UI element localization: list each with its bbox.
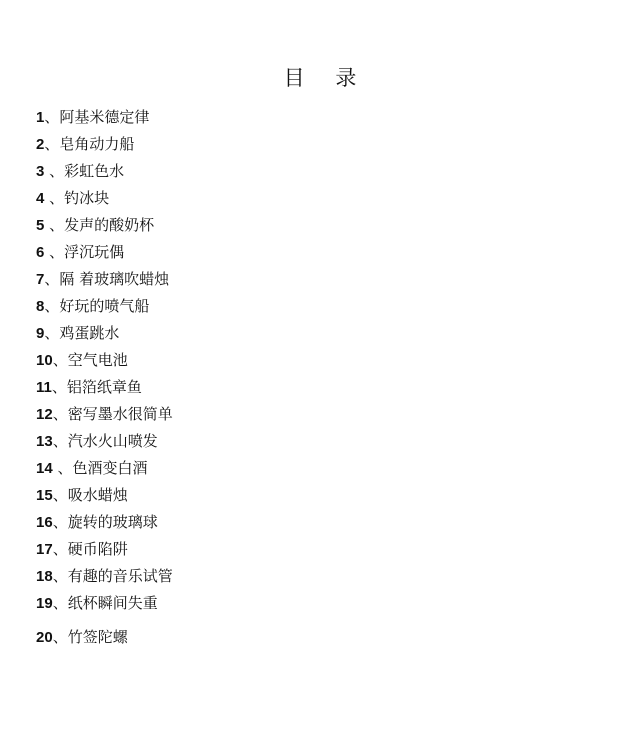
item-separator: 、 (44, 297, 60, 315)
item-separator: 、 (44, 270, 60, 288)
toc-item-4 (36, 187, 173, 214)
toc-item-19 (36, 592, 173, 619)
item-number: 20 (36, 629, 53, 646)
page-title: 目 录 (283, 66, 369, 90)
toc-item-1 (36, 106, 173, 133)
item-label: 硬币陷阱 (67, 540, 128, 558)
toc-item-13 (36, 430, 173, 457)
item-separator: 、 (44, 189, 65, 207)
item-label: 彩虹色水 (64, 162, 125, 180)
toc-item-3 (36, 160, 173, 187)
toc-item-10 (36, 349, 173, 376)
item-separator: 、 (44, 324, 60, 342)
item-label: 汽水火山喷发 (67, 432, 158, 450)
item-separator: 、 (52, 567, 68, 585)
item-separator: 、 (44, 243, 65, 261)
item-number: 17 (36, 541, 53, 558)
item-number: 10 (36, 352, 53, 369)
item-label: 色酒变白酒 (72, 459, 148, 477)
item-separator: 、 (44, 162, 65, 180)
toc-item-2 (36, 133, 173, 160)
item-separator: 、 (44, 216, 65, 234)
item-label: 吸水蜡烛 (67, 486, 128, 504)
toc-item-8 (36, 295, 173, 322)
item-number: 5 (36, 217, 45, 234)
item-number: 12 (36, 406, 53, 423)
item-number: 6 (36, 244, 45, 261)
item-separator: 、 (44, 135, 60, 153)
item-label: 鸡蛋跳水 (59, 324, 120, 342)
item-separator: 、 (51, 378, 67, 396)
toc-item-18 (36, 565, 173, 592)
item-number: 19 (36, 595, 53, 612)
toc-item-11 (36, 376, 173, 403)
item-label: 皂角动力船 (59, 135, 135, 153)
toc-item-9 (36, 322, 173, 349)
item-separator: 、 (44, 108, 60, 126)
item-label: 旋转的玻璃球 (67, 513, 158, 531)
item-label: 阿基米德定律 (59, 108, 150, 126)
item-separator: 、 (52, 432, 68, 450)
item-number: 4 (36, 190, 45, 207)
toc-item-6 (36, 241, 173, 268)
item-label: 发声的酸奶杯 (64, 216, 155, 234)
item-number: 18 (36, 568, 53, 585)
item-label: 隔 着玻璃吹蜡烛 (59, 270, 170, 288)
item-number: 9 (36, 325, 45, 342)
item-separator: 、 (52, 405, 68, 423)
item-number: 7 (36, 271, 45, 288)
toc-item-15 (36, 484, 173, 511)
toc-item-17 (36, 538, 173, 565)
item-label: 空气电池 (67, 351, 128, 369)
item-number: 1 (36, 109, 45, 126)
item-number: 8 (36, 298, 45, 315)
item-label: 浮沉玩偶 (64, 243, 125, 261)
toc-item-12 (36, 403, 173, 430)
toc-item-20 (36, 626, 173, 653)
item-separator: 、 (52, 459, 73, 477)
item-separator: 、 (52, 351, 68, 369)
item-separator: 、 (52, 486, 68, 504)
item-label: 铝箔纸章鱼 (66, 378, 142, 396)
item-separator: 、 (52, 628, 68, 646)
toc-item-7 (36, 268, 173, 295)
table-of-contents (36, 106, 173, 653)
item-label: 纸杯瞬间失重 (67, 594, 158, 612)
toc-item-5 (36, 214, 173, 241)
item-number: 14 (36, 460, 53, 477)
item-separator: 、 (52, 594, 68, 612)
item-label: 密写墨水很简单 (67, 405, 173, 423)
item-label: 钓冰块 (64, 189, 110, 207)
item-number: 3 (36, 163, 45, 180)
item-number: 11 (36, 379, 52, 396)
toc-item-14 (36, 457, 173, 484)
item-number: 13 (36, 433, 53, 450)
item-label: 有趣的音乐试管 (67, 567, 173, 585)
item-number: 16 (36, 514, 53, 531)
item-label: 好玩的喷气船 (59, 297, 150, 315)
item-separator: 、 (52, 540, 68, 558)
item-separator: 、 (52, 513, 68, 531)
toc-item-16 (36, 511, 173, 538)
item-number: 2 (36, 136, 45, 153)
item-label: 竹签陀螺 (67, 628, 128, 646)
item-number: 15 (36, 487, 53, 504)
